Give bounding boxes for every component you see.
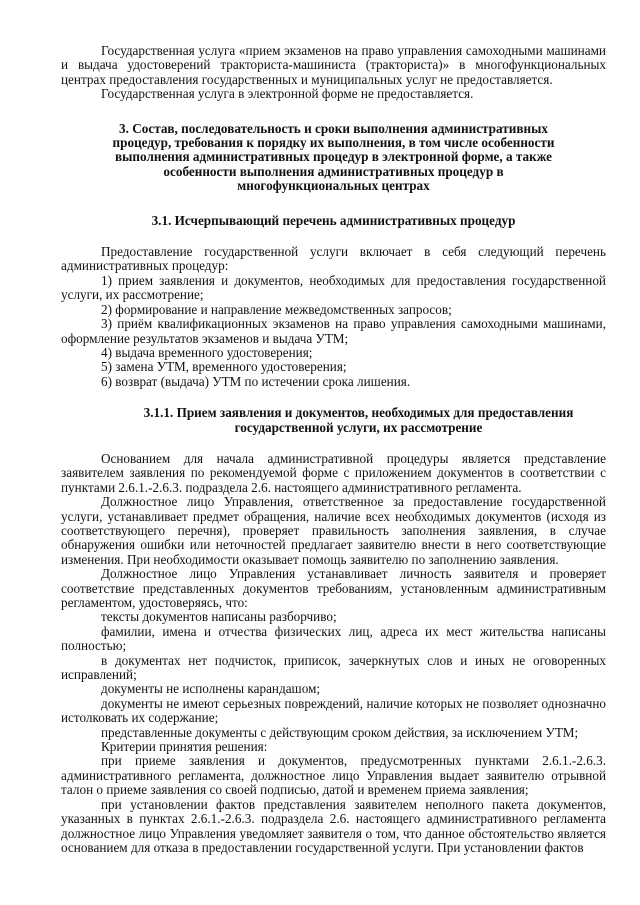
section-3-1-1-paragraph: Основанием для начала административной процедуры является представление заявителем заявления по рекомендуемой форме с приложением документов в соответствии с пунктами 2.6.1.-2.6.3. подраздела 2.6. настоящего административного регламента. — [61, 450, 606, 495]
section-3-1-1-paragraph: документы не имеют серьезных повреждений, наличие которых не позволяет однозначно истолковать их содержание; — [61, 695, 606, 726]
procedure-item-1: 1) прием заявления и документов, необходимых для предоставления государственной услуги, их рассмотрение; — [61, 272, 606, 303]
section-3-1-lead: Предоставление государственной услуги включает в себя следующий перечень административных процедур: — [61, 244, 606, 274]
section-3-1-1-paragraph: фамилии, имена и отчества физических лиц, адреса их мест жительства написаны полностью; — [61, 623, 606, 654]
section-3-1-1-paragraph: Критерии принятия решения: — [101, 739, 268, 755]
intro-paragraph-2: Государственная услуга в электронной форме не предоставляется. — [101, 86, 474, 102]
procedure-item-5: 5) замена УТМ, временного удостоверения; — [101, 359, 347, 375]
section-3-1-1-paragraph: Должностное лицо Управления устанавливает личность заявителя и проверяет соответствие представленных документов требованиям, установленным административным регламентом, удостоверяясь, что: — [61, 566, 606, 610]
section-3-heading: 3. Состав, последовательность и сроки выполнения административных процедур, требования к порядку их выполнения, в том числе особенности выполнения административных процедур в электронной форме, а также особенности выполнения административных процедур в многофункциональных центрах — [112, 120, 555, 194]
procedure-item-6: 6) возврат (выдача) УТМ по истечении срока лишения. — [101, 373, 411, 389]
section-3-1-heading: 3.1. Исчерпывающий перечень административных процедур — [151, 212, 516, 228]
section-3-1-1-paragraph: при приеме заявления и документов, предусмотренных пунктами 2.6.1.-2.6.3. административного регламента, должностное лицо Управления выдает заявителю отрывной талон о приеме заявления со своей подписью, датой и временем приема заявления; — [61, 753, 606, 798]
section-3-1-1-paragraph: при установлении фактов представления заявителем неполного пакета документов, указанных в пунктах 2.6.1.-2.6.3. подраздела 2.6. настоящего административного регламента должностное лицо Управления уведомляет заявителя о том, что данное обстоятельство является основанием для отказа в предоставлении государственной услуги. При установлении фактов — [61, 796, 606, 855]
section-3-1-1-paragraph: документы не исполнены карандашом; — [101, 681, 321, 697]
procedure-item-3: 3) приём квалификационных экзаменов на право управления самоходными машинами, оформление результатов экзаменов и выдача УТМ; — [61, 316, 606, 346]
procedure-item-4: 4) выдача временного удостоверения; — [101, 344, 313, 360]
intro-paragraph-1: Государственная услуга «прием экзаменов на право управления самоходными машинами и выдача удостоверений тракториста-машиниста (тракториста)» в многофункциональных центрах предоставления государственных и муниципальных услуг не предоставляется. — [61, 43, 606, 87]
section-3-1-1-heading: 3.1.1. Прием заявления и документов, необходимых для предоставления государственной услуги, их рассмотрение — [143, 405, 574, 435]
section-3-1-1-paragraph: тексты документов написаны разборчиво; — [101, 609, 337, 625]
section-3-1-1-paragraph: Должностное лицо Управления, ответственное за предоставление государственной услуги, устанавливает предмет обращения, наличие всех необходимых документов (исходя из соответствующего перечня), проверяет правильность заполнения заявления, в случае обнаружения ошибки или неточностей предлагает заявителю внести в него соответствующие изменения. При необходимости оказывает помощь заявителю по заполнению заявления. — [61, 494, 606, 567]
procedure-item-2: 2) формирование и направление межведомственных запросов; — [101, 301, 452, 317]
section-3-1-1-paragraph: в документах нет подчисток, приписок, зачеркнутых слов и иных не оговоренных исправлений; — [61, 652, 606, 683]
section-3-1-1-paragraph: представленные документы с действующим сроком действия, за исключением УТМ; — [101, 724, 579, 740]
